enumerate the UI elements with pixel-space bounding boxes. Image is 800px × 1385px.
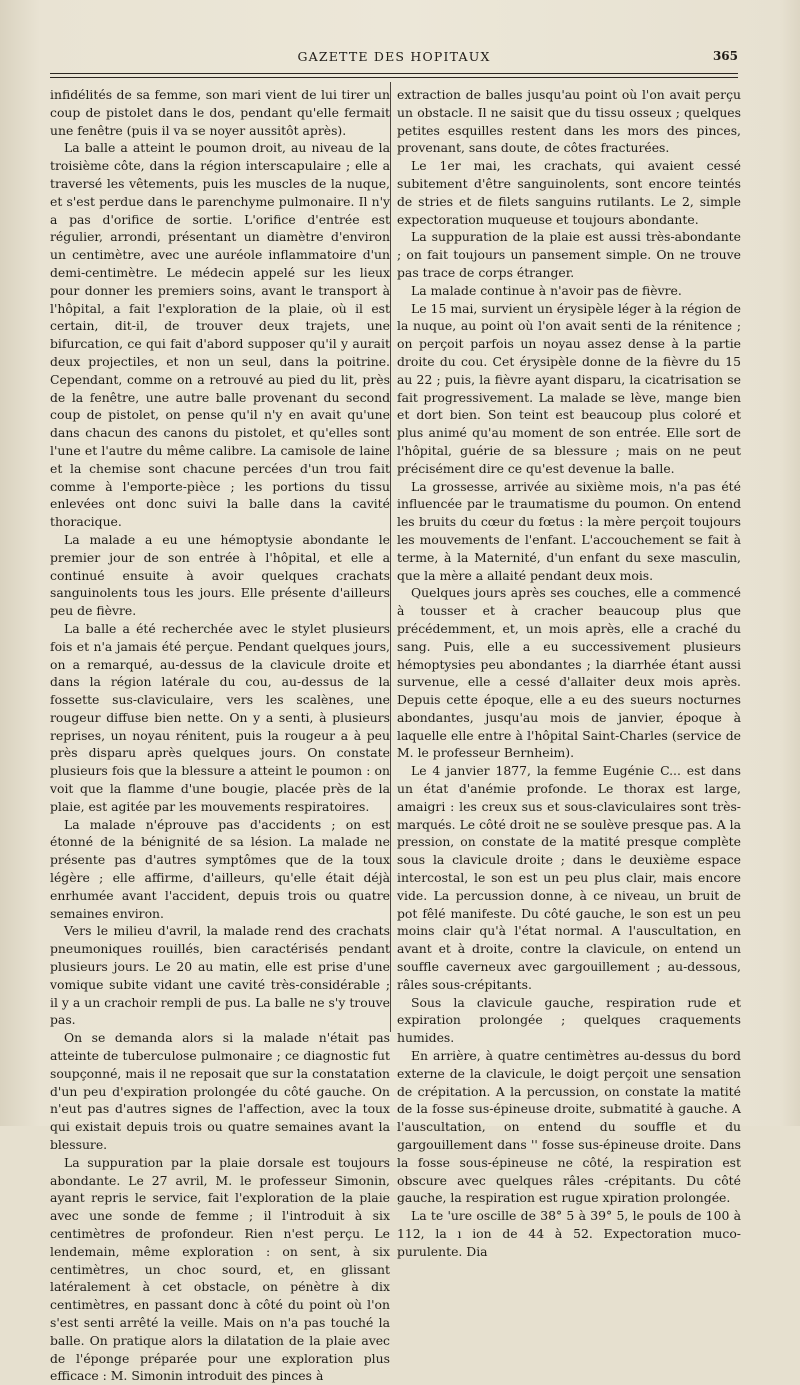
paragraph: Le 15 mai, survient un érysipèle léger à la région de la nuque, au point où l'on avait senti de la rénitence ; on perçoit parfois un noyau assez dense à la partie droite du cou. Cet érysipèle donne de la fièvre du 15 au 22 ; puis, la fièvre ayant disparu, la cicatrisation se fait progressivement. La malade se lève, mange bien et dort bien. Son teint est beaucoup plus coloré et plus animé qu'au moment de son entrée. Elle sort de l'hôpital, guérie de sa blessure ; mais on ne peut précisément dire ce qu'est devenue la balle. bbox=[397, 300, 741, 476]
paragraph: La balle a été recherchée avec le stylet plusieurs fois et n'a jamais été perçue. Pendant quelques jours, on a remarqué, au-dessus de la clavicule droite et dans la région latérale du cou, au-dessus de la fossette sus-claviculaire, vers les scalènes, une rougeur diffuse bien nette. On y a senti, à plusieurs reprises, un noyau rénitent, puis la rougeur a à peu près disparu après quelques jours. On constate plusieurs fois que la blessure a atteint le poumon : on voit que la flamme d'une bougie, placée près de la plaie, est agitée par les mouvements respiratoires. bbox=[50, 620, 390, 814]
paragraph: La suppuration de la plaie est aussi très-abondante ; on fait toujours un pansement simple. On ne trouve pas trace de corps étranger. bbox=[397, 229, 741, 280]
paragraph: infidélités de sa femme, son mari vient de lui tirer un coup de pistolet dans le dos, pendant qu'elle fermait une fenêtre (puis il va se noyer aussitôt après). bbox=[50, 87, 390, 138]
paragraph: La balle a atteint le poumon droit, au niveau de la troisième côte, dans la région interscapulaire ; elle a traversé les vêtements, puis les muscles de la nuque, et s'est perdue dans le parenchyme pulmonaire. Il n'y a pas d'orifice de sortie. L'orifice d'entrée est régulier, arrondi, présentant un diamètre d'environ un centimètre, avec une auréole inflammatoire d'un demi-centimètre. Le médecin appelé sur les lieux pour donner les premiers soins, avant le transport à l'hôpital, a fait l'exploration de la plaie, où il est certain, dit-il, de trouver deux trajets, une bifurcation, ce qui fait d'abord supposer qu'il y aurait deux projectiles, et non un seul, dans la poitrine. Cependant, comme on a retrouvé au pied du lit, près de la fenêtre, une autre balle provenant du second coup de pistolet, on pense qu'il n'y en avait qu'une dans chacun des canons du pistolet, et qu'elles sont l'une et l'autre du même calibre. La camisole de laine et la chemise sont chacune percées d'un trou fait comme à l'emporte-pièce ; les portions du tissu enlevées ont donc suivi la balle dans la cavité thoracique. bbox=[50, 140, 390, 530]
paragraph: Le 4 janvier 1877, la femme Eugénie C... est dans un état d'anémie profonde. Le thorax est large, amaigri : les creux sus et sous-claviculaires sont très-marqués. Le côté droit ne se soulève presque pas. A la pression, on constate de la matité presque complète sous la clavicule droite ; dans le deuxième espace intercostal, le son est un peu plus clair, mais encore vide. La percussion donne, à ce niveau, un bruit de pot fêlé manifeste. Du côté gauche, le son est un peu moins clair qu'à l'état normal. A l'auscultation, en avant et à droite, contre la clavicule, on entend un souffle caverneux avec gargouillement ; au-dessous, râles sous-crépitants. bbox=[397, 763, 741, 992]
paragraph: La grossesse, arrivée au sixième mois, n'a pas été influencée par le traumatisme du poumon. On entend les bruits du cœur du fœtus : la mère perçoit toujours les mouvements de l'enfant. L'accouchement se fait à terme, à la Maternité, d'un enfant du sexe masculin, que la mère a allaité pendant deux mois. bbox=[397, 478, 741, 583]
paragraph: La malade n'éprouve pas d'accidents ; on est étonné de la bénignité de sa lésion. La malade ne présente pas d'autres symptômes que de la toux légère ; elle affirme, d'ailleurs, qu'elle était déjà enrhumée avant l'accident, depuis trois ou quatre semaines environ. bbox=[50, 816, 390, 921]
header-rule-top bbox=[50, 73, 738, 74]
left-column bbox=[50, 86, 390, 1385]
page-header bbox=[50, 44, 738, 68]
paragraph: extraction de balles jusqu'au point où l'on avait perçu un obstacle. Il ne saisit que du tissu osseux ; quelques petites esquilles restent dans les mors des pinces, provenant, sans doute, de côtes fracturées. bbox=[397, 87, 741, 156]
paragraph: La malade continue à n'avoir pas de fièvre. bbox=[411, 282, 682, 298]
header-rule-bottom bbox=[50, 77, 738, 78]
paragraph: La suppuration par la plaie dorsale est toujours abondante. Le 27 avril, M. le professeur Simonin, ayant repris le service, fait l'exploration de la plaie avec une sonde de femme ; il l'introduit à six centimètres de profondeur. Rien n'est perçu. Le lendemain, même exploration : on sent, à six centimètres, un choc sourd, et, en glissant latéralement à cet obstacle, on pénètre à dix centimètres, en passant donc à côté du point où l'on s'est senti arrêté la veille. Mais on n'a pas touché la balle. On pratique alors la dilatation de la plaie avec de l'éponge préparée pour une exploration plus efficace : M. Simonin introduit des pinces à bbox=[50, 1154, 390, 1384]
paragraph: Le 1er mai, les crachats, qui avaient cessé subitement d'être sanguinolents, sont encore teintés de stries et de filets sanguins rutilants. Le 2, simple expectoration muqueuse et toujours abondante. bbox=[397, 158, 741, 227]
paragraph: Sous la clavicule gauche, respiration rude et expiration prolongée ; quelques craquements humides. bbox=[397, 994, 741, 1046]
paragraph: La malade a eu une hémoptysie abondante le premier jour de son entrée à l'hôpital, et elle a continué ensuite à avoir quelques crachats sanguinolents tous les jours. Elle présente d'ailleurs peu de fièvre. bbox=[50, 531, 390, 619]
paragraph: La te 'ure oscille de 38° 5 à 39° 5, le pouls de 100 à 112, la ı ion de 44 à 52. Expectoration muco-purulente. Dia bbox=[397, 1208, 741, 1259]
paragraph: Vers le milieu d'avril, la malade rend des crachats pneumoniques rouillés, bien caractérisés pendant plusieurs jours. Le 20 au matin, elle est prise d'une vomique subite vidant une cavité très-considérable ; il y a un crachoir rempli de pus. La balle ne s'y trouve pas. bbox=[50, 923, 390, 1028]
paragraph: En arrière, à quatre centimètres au-dessus du bord externe de la clavicule, le doigt perçoit une sensation de crépitation. A la percussion, on constate la matité de la fosse sus-épineuse droite, submatité à gauche. A l'auscultation, on entend du souffle et du gargouillement dans '' fosse sus-épineuse droite. Dans la fosse sous-épineuse ne côté, la respiration est obscure avec quelques râles -crépitants. Du côté gauche, la respiration est rugue xpiration prolongée. bbox=[397, 1048, 741, 1206]
column-divider bbox=[390, 82, 391, 1032]
paragraph: On se demanda alors si la malade n'était pas atteinte de tuberculose pulmonaire ; ce diagnostic fut soupçonné, mais il ne reposait que sur la constatation d'un peu d'expiration prolongée du côté gauche. On n'eut pas d'autres signes de l'affection, avec la toux qui existait depuis trois ou quatre semaines avant la blessure. bbox=[50, 1030, 390, 1153]
right-column bbox=[397, 86, 741, 1261]
page-number: 365 bbox=[712, 49, 738, 63]
running-title: GAZETTE DES HOPITAUX bbox=[297, 49, 491, 64]
paragraph: Quelques jours après ses couches, elle a commencé à tousser et à cracher beaucoup plus que précédemment, et, un mois après, elle a craché du sang. Puis, elle a eu successivement plusieurs hémoptysies peu abondantes ; la diarrhée étant aussi survenue, elle a cessé d'allaiter deux mois après. Depuis cette époque, elle a eu des sueurs nocturnes abondantes, jusqu'au mois de janvier, époque à laquelle elle entre à l'hôpital Saint-Charles (service de M. le professeur Bernheim). bbox=[397, 585, 741, 761]
